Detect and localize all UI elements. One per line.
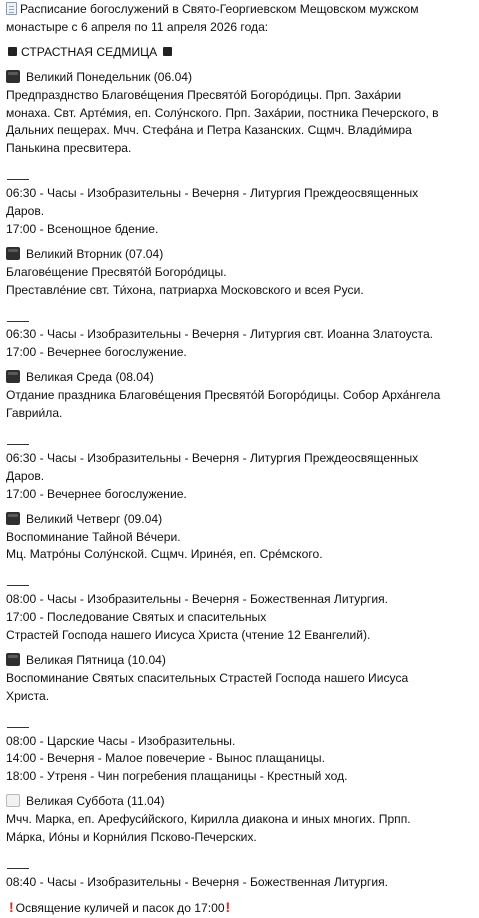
day-desc-line: Воспоминание Тайной Ве́чери.: [6, 529, 181, 544]
day-title: [6, 369, 476, 387]
schedule-line: 08:00 - Часы - Изобразительны - Вечерня - Божественная Литургия.: [6, 592, 388, 607]
day-title: [6, 69, 476, 87]
day-desc-line: Христа.: [6, 688, 50, 703]
schedule-line: 08:00 - Царские Часы - Изобразительны.: [6, 733, 236, 748]
day-block: [6, 511, 476, 645]
intro-line-2: монастыре с 6 апреля по 11 апреля 2026 года:: [6, 19, 269, 34]
day-title: [6, 652, 476, 670]
schedule-line: 17:00 - Вечернее богослужение.: [6, 345, 187, 360]
day-title-text: Великий Вторник (07.04): [26, 246, 164, 261]
day-title-text: Великая Пятница (10.04): [26, 652, 166, 667]
schedule-line: 17:00 - Всенощное бдение.: [6, 221, 159, 236]
day-desc-line: Мц. Матро́ны Солу́нской. Сщмч. Ирине́я, еп. Сре́мского.: [6, 547, 323, 562]
day-title-text: Великая Среда (08.04): [26, 370, 154, 385]
day-block: [6, 246, 476, 362]
schedule-post: [6, 1, 476, 918]
separator: [6, 715, 476, 733]
day-block: [6, 69, 476, 239]
day-desc-line: Ма́рка, Ио́ны и Корни́лия Псково-Печерских.: [6, 830, 257, 845]
day-desc-line: Воспоминание Святых спасительных Страстей Господа нашего Иисуса: [6, 670, 409, 685]
separator: [6, 856, 476, 874]
day-desc-line: Мчч. Марка, еп. Арефуси́йского, Кирилла диакона и иных многих. Прпп.: [6, 812, 411, 827]
day-block: [6, 652, 476, 786]
day-title: [6, 246, 476, 264]
schedule-line: Страстей Господа нашего Иисуса Христа (чтение 12 Евангелий).: [6, 628, 371, 643]
black-small-square-icon: [163, 47, 172, 56]
separator: [6, 309, 476, 327]
schedule-line: 06:30 - Часы - Изобразительны - Вечерня - Литургия Преждеосвященных: [6, 450, 419, 465]
black-square-button-icon: [6, 653, 20, 666]
black-square-button-icon: [6, 70, 20, 83]
day-desc-line: Благове́щение Пресвято́й Богоро́дицы.: [6, 264, 227, 279]
schedule-line: 17:00 - Вечернее богослужение.: [6, 486, 187, 501]
separator: [6, 573, 476, 591]
document-icon: [6, 2, 17, 15]
week-title: [6, 44, 476, 62]
intro-text-1: Расписание богослужений в Свято-Георгиевском Мещовском мужском: [20, 2, 419, 16]
schedule-line: 18:00 - Утреня - Чин погребения плащаницы - Крестный ход.: [6, 769, 348, 784]
black-square-button-icon: [6, 512, 20, 525]
exclamation-mark-icon: !: [225, 898, 231, 915]
schedule-line: Даров.: [6, 204, 45, 219]
day-block: [6, 793, 476, 892]
schedule-line: 17:00 - Последование Святых и спасительных: [6, 610, 267, 625]
easter-notice-text: Освящение куличей и пасок до 17:00: [15, 900, 225, 915]
day-desc-line: Панькина пресвитера.: [6, 141, 132, 156]
exclamation-mark-icon: !: [9, 898, 14, 915]
day-desc-line: Преставле́ние свт. Ти́хона, патриарха Московского и всея Руси.: [6, 282, 364, 297]
day-desc-line: монаха. Свт. Арте́мия, еп. Солу́нского. Прп. Заха́рии, постника Печерского, в: [6, 105, 439, 120]
black-square-button-icon: [6, 247, 20, 260]
day-desc-line: Гаврии́ла.: [6, 406, 63, 421]
day-desc-line: Предпразднство Благове́щения Пресвято́й Богоро́дицы. Прп. Заха́рии: [6, 87, 402, 102]
intro-line: [6, 1, 476, 19]
schedule-line: 06:30 - Часы - Изобразительны - Вечерня - Литургия Преждеосвященных: [6, 186, 419, 201]
white-square-button-icon: [6, 794, 20, 807]
day-title-text: Великий Понедельник (06.04): [26, 69, 193, 84]
separator: [6, 432, 476, 450]
schedule-line: 06:30 - Часы - Изобразительны - Вечерня - Литургия свт. Иоанна Златоуста.: [6, 327, 434, 342]
day-title: [6, 793, 476, 811]
day-desc-line: Отдание праздника Благове́щения Пресвято́й Богоро́дицы. Собор Арха́нгела: [6, 388, 441, 403]
day-title-text: Великий Четверг (09.04): [26, 511, 163, 526]
black-square-button-icon: [6, 370, 20, 383]
day-title: [6, 511, 476, 529]
schedule-line: 08:40 - Часы - Изобразительны - Вечерня - Божественная Литургия.: [6, 874, 388, 889]
day-desc-line: Дальних пещерах. Мчч. Стефа́на и Петра Казанских. Сщмч. Влади́мира: [6, 123, 412, 138]
schedule-line: 14:00 - Вечерня - Малое повечерие - Вынос плащаницы.: [6, 751, 325, 766]
day-block: [6, 369, 476, 503]
separator: [6, 167, 476, 185]
schedule-line: Даров.: [6, 468, 45, 483]
easter-notice: [6, 899, 476, 918]
day-title-text: Великая Суббота (11.04): [26, 794, 165, 809]
week-title-text: СТРАСТНАЯ СЕДМИЦА: [21, 44, 158, 59]
black-small-square-icon: [8, 47, 17, 56]
